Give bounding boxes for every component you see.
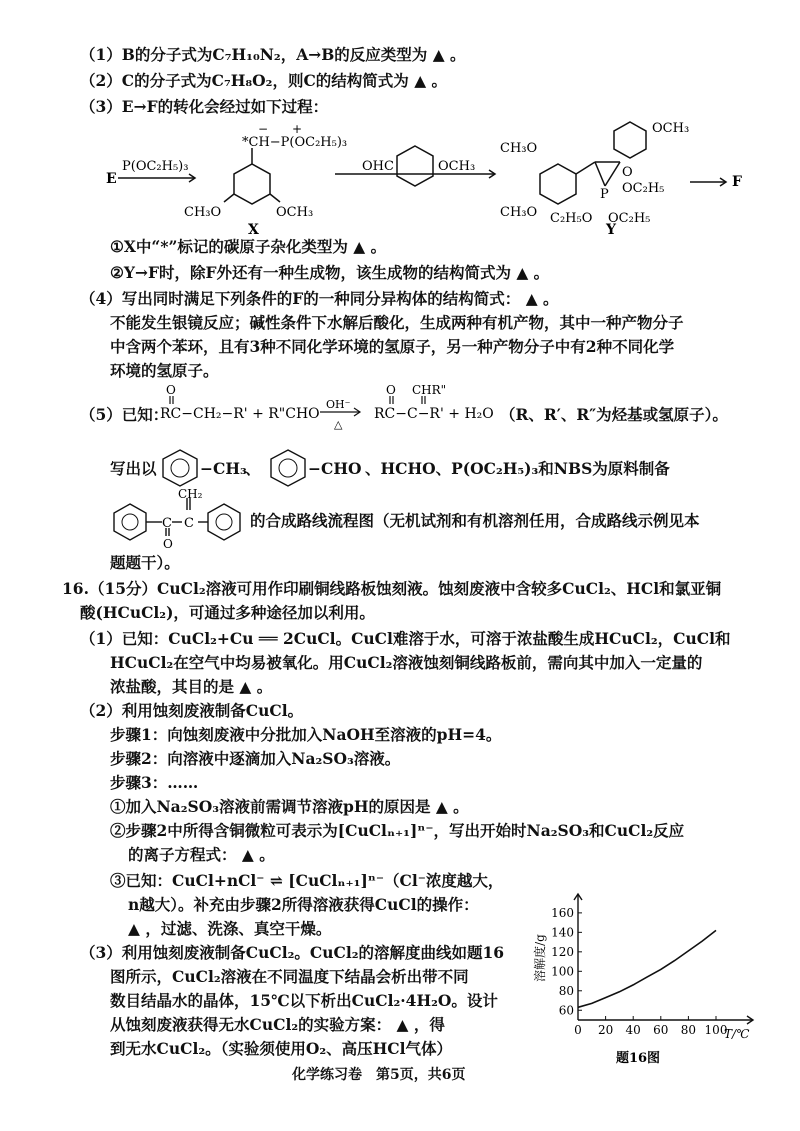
q15-part5-line2-b: 、HCHO、P(OC₂H₅)₃和NBS为原料制备 bbox=[365, 459, 670, 478]
reaction-scheme-e-to-f bbox=[100, 118, 760, 236]
q15-part5-note: （R、R′、R″为烃基或氢原子）。 bbox=[500, 405, 728, 424]
page-footer: 化学练习卷 第5页，共6页 bbox=[292, 1067, 466, 1083]
y-benzene-ring-left bbox=[540, 164, 576, 204]
start-e-label: E bbox=[106, 171, 117, 187]
q16-line13: ③已知：CuCl+nCl⁻ ⇌ [CuClₙ₊₁]ⁿ⁻（Cl⁻浓度越大， bbox=[110, 871, 504, 890]
part5-o2: O bbox=[386, 383, 396, 397]
y-tick-label: 80 bbox=[558, 983, 574, 998]
target-c-left: C bbox=[162, 516, 172, 531]
x-och3-right: OCH₃ bbox=[276, 205, 314, 220]
y-label: Y bbox=[606, 222, 616, 236]
y-oet1: OC₂H₅ bbox=[622, 181, 665, 196]
y-top-right: OCH₃ bbox=[652, 121, 690, 136]
q15-part5-line3: 的合成路线流程图（无机试剂和有机溶剂任用，合成路线示例见本 bbox=[250, 511, 700, 530]
q15-part4-line2: 不能发生银镜反应；碱性条件下水解后酸化，生成两种有机产物，其中一种产物分子 bbox=[110, 313, 684, 332]
y-oet2: C₂H₅O bbox=[550, 211, 593, 226]
y-axis-label: 溶解度/g bbox=[533, 934, 547, 982]
q16-line7: 步骤1：向蚀刻废液中分批加入NaOH至溶液的pH=4。 bbox=[110, 725, 502, 744]
q16-line9: 步骤3：…… bbox=[110, 773, 199, 792]
target-ch2: CH₂ bbox=[178, 488, 203, 501]
part5-equation bbox=[160, 382, 520, 432]
y-tick-label: 160 bbox=[551, 905, 574, 920]
q15-part5-line4: 题题干）。 bbox=[110, 553, 180, 572]
q15-part2: （2）C的分子式为C₇H₈O₂，则C的结构简式为 ▲ 。 bbox=[80, 71, 448, 90]
q16-line16: （3）利用蚀刻废液制备CuCl₂。CuCl₂的溶解度曲线如题16 bbox=[80, 943, 505, 962]
x-top-label: *CH−P(OC₂H₅)₃ bbox=[242, 135, 348, 150]
q16-line6: （2）利用蚀刻废液制备CuCl。 bbox=[80, 701, 304, 720]
q15-part3-a: ①X中“*”标记的碳原子杂化类型为 ▲ 。 bbox=[110, 237, 387, 256]
x-tick-label: 100 bbox=[704, 1023, 728, 1037]
reagent-benzene-ring bbox=[397, 146, 433, 186]
q16-line8: 步骤2：向溶液中逐滴加入Na₂SO₃溶液。 bbox=[110, 749, 401, 768]
chart-caption: 题16图 bbox=[615, 1051, 661, 1066]
x-tick-label: 40 bbox=[625, 1023, 641, 1037]
x-minus-sign: − bbox=[258, 122, 269, 136]
part5-eq-left: RC−CH₂−R' + R"CHO bbox=[160, 406, 320, 422]
target-o: O bbox=[163, 537, 173, 550]
q16-line3: （1）已知：CuCl₂+Cu ══ 2CuCl。CuCl难溶于水，可溶于浓盐酸生成HCuCl₂，CuCl和 bbox=[80, 629, 731, 648]
q16-line5: 浓盐酸，其目的是 ▲ 。 bbox=[110, 677, 273, 696]
part5-cond-top: OH⁻ bbox=[326, 398, 351, 411]
q15-part4-line1: （4）写出同时满足下列条件的F的一种同分异构体的结构简式： ▲ 。 bbox=[80, 289, 559, 308]
x-tick-label: 0 bbox=[574, 1023, 582, 1037]
comma-sep: 、 bbox=[245, 459, 261, 478]
y-tick-label: 100 bbox=[551, 964, 574, 979]
reagent-1-label: P(OC₂H₅)₃ bbox=[122, 159, 189, 174]
q16-line20: 到无水CuCl₂。（实验须使用O₂、高压HCl气体） bbox=[110, 1039, 453, 1058]
x-label: X bbox=[248, 222, 259, 236]
solubility-curve bbox=[578, 930, 716, 1007]
part5-chr: CHR" bbox=[412, 383, 447, 397]
target-molecule bbox=[108, 488, 248, 550]
x-tick-label: 20 bbox=[597, 1023, 614, 1037]
x-benzene-ring bbox=[234, 164, 270, 204]
y-tick-label: 140 bbox=[551, 925, 574, 940]
benzaldehyde-cho: −CHO bbox=[308, 459, 362, 478]
q16-line10: ①加入Na₂SO₃溶液前需调节溶液pH的原因是 ▲ 。 bbox=[110, 797, 469, 816]
x-och3-left: CH₃O bbox=[184, 205, 222, 220]
part5-eq-right: RC−C−R' + H₂O bbox=[374, 406, 494, 422]
y-o-label: O bbox=[622, 165, 633, 180]
q16-line15: ▲ ，过滤、洗涤、真空干燥。 bbox=[128, 919, 332, 938]
q16-line17: 图所示，CuCl₂溶液在不同温度下结晶会析出带不同 bbox=[110, 967, 469, 986]
y-och3-top: CH₃O bbox=[500, 141, 538, 156]
q15-part5-lead: （5）已知： bbox=[80, 405, 169, 424]
solubility-chart bbox=[528, 890, 768, 1070]
x-axis-label: T/℃ bbox=[724, 1027, 750, 1041]
reagent-2-left: OHC bbox=[362, 159, 394, 174]
y-benzene-ring-top bbox=[614, 122, 646, 158]
toluene-ring bbox=[160, 446, 200, 490]
part5-cond-bottom: △ bbox=[334, 418, 343, 431]
y-tick-label: 60 bbox=[558, 1003, 574, 1018]
y-p-label: P bbox=[600, 187, 609, 202]
q16-line19: 从蚀刻废液获得无水CuCl₂的实验方案： ▲ ，得 bbox=[110, 1015, 445, 1034]
x-tick-label: 60 bbox=[653, 1023, 669, 1037]
x-plus-sign: + bbox=[292, 122, 303, 136]
q15-part4-line3: 中含两个苯环，且有3种不同化学环境的氢原子，另一种产物分子中有2种不同化学 bbox=[110, 337, 675, 356]
q15-part1: （1）B的分子式为C₇H₁₀N₂，A→B的反应类型为 ▲ 。 bbox=[80, 45, 466, 64]
benzaldehyde-ring bbox=[268, 446, 308, 490]
reagent-2-right: OCH₃ bbox=[438, 159, 476, 174]
part5-o1: O bbox=[166, 383, 176, 397]
target-c-right: C bbox=[184, 516, 194, 531]
q15-part5-line2-a: 写出以 bbox=[110, 459, 157, 478]
q16-line14: n越大）。补充由步骤2所得溶液获得CuCl的操作： bbox=[128, 895, 479, 914]
q16-line12: 的离子方程式： ▲ 。 bbox=[128, 845, 275, 864]
x-tick-label: 80 bbox=[680, 1023, 697, 1037]
q16-line11: ②步骤2中所得含铜微粒可表示为[CuClₙ₊₁]ⁿ⁻，写出开始时Na₂SO₃和CuCl₂反应 bbox=[110, 821, 685, 840]
y-och3-bottom: CH₃O bbox=[500, 205, 538, 220]
y-tick-label: 120 bbox=[551, 944, 574, 959]
q15-part3: （3）E→F的转化会经过如下过程： bbox=[80, 97, 329, 116]
product-f-label: F bbox=[732, 174, 742, 190]
q16-line18: 数目结晶水的晶体，15℃以下析出CuCl₂·4H₂O。设计 bbox=[110, 991, 498, 1010]
y-oet3: OC₂H₅ bbox=[608, 211, 651, 226]
q16-line2: 酸(HCuCl₂)，可通过多种途径加以利用。 bbox=[80, 603, 375, 622]
toluene-ch3: −CH₃ bbox=[200, 459, 247, 478]
q15-part3-b: ②Y→F时，除F外还有一种生成物，该生成物的结构简式为 ▲ 。 bbox=[110, 263, 550, 282]
q16-line1: 16.（15分）CuCl₂溶液可用作印刷铜线路板蚀刻液。蚀刻废液中含较多CuCl₂、HCl和氯亚铜 bbox=[62, 579, 722, 598]
q16-line4: HCuCl₂在空气中均易被氧化。用CuCl₂溶液蚀刻铜线路板前，需向其中加入一定量的 bbox=[110, 653, 703, 672]
q15-part4-line4: 环境的氢原子。 bbox=[110, 361, 219, 380]
